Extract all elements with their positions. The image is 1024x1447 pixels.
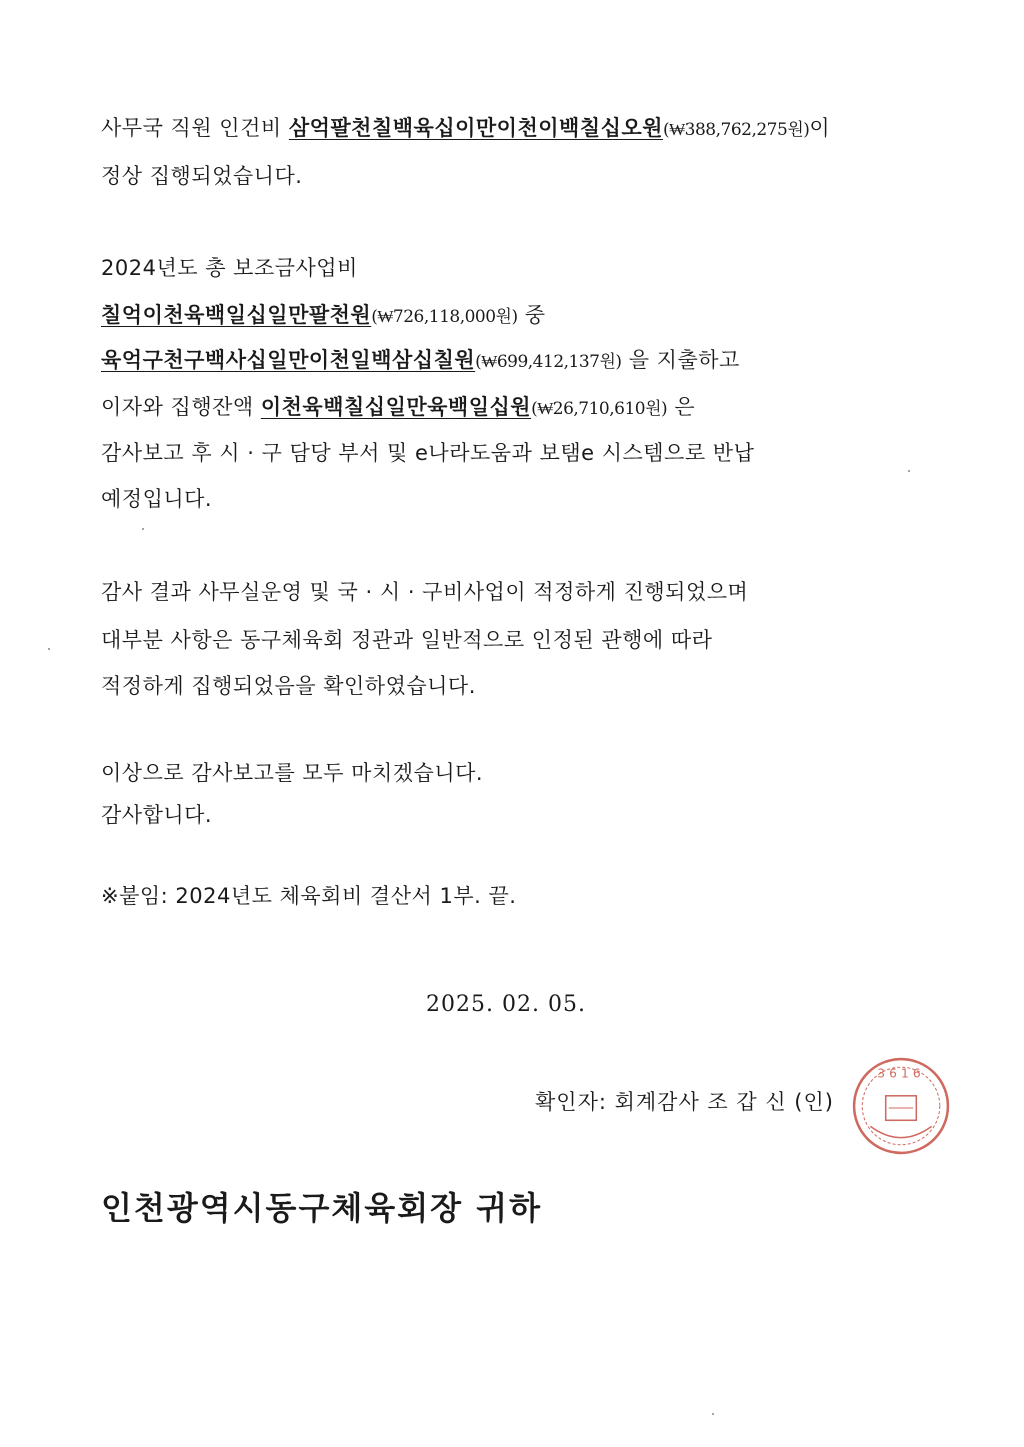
refund-plan-line: 감사보고 후 시 · 구 담당 부서 및 e나라도움과 보탬e 시스템으로 반납 [101, 441, 755, 465]
subsidy-total-heading: 2024년도 총 보조금사업비 [101, 256, 358, 280]
refund-plan-line-2: 예정입니다. [101, 487, 213, 511]
svg-text:3616: 3616 [877, 1066, 925, 1081]
scan-speck [712, 1413, 714, 1415]
expenditure-amount-korean: 육억구천구백사십일만이천일백삼십칠원 [101, 348, 476, 372]
expenditure-line: 육억구천구백사십일만이천일백삼십칠원(₩699,412,137원) 을 지출하고 [101, 348, 740, 372]
staff-salary-line-2: 정상 집행되었습니다. [101, 164, 303, 188]
thanks-line: 감사합니다. [101, 803, 213, 827]
remaining-balance-amount-number: (₩26,710,610원) [531, 399, 668, 419]
subsidy-total-amount-korean: 칠억이천육백일십일만팔천원 [101, 303, 372, 327]
closing-line: 이상으로 감사보고를 모두 마치겠습니다. [101, 761, 484, 785]
remaining-balance-line: 이자와 집행잔액 이천육백칠십일만육백일십원(₩26,710,610원) 은 [101, 395, 696, 419]
subsidy-total-line: 칠억이천육백일십일만팔천원(₩726,118,000원) 중 [101, 303, 546, 327]
scan-speck [142, 528, 144, 530]
staff-salary-amount-korean: 삼억팔천칠백육십이만이천이백칠십오원 [288, 116, 663, 140]
attachment-note: ※붙임: 2024년도 체육회비 결산서 1부. 끝. [101, 884, 517, 908]
audit-result-line-3: 적정하게 집행되었음을 확인하였습니다. [101, 674, 476, 698]
audit-result-line-2: 대부분 사항은 동구체육회 정관과 일반적으로 인정된 관행에 따라 [101, 628, 713, 652]
scan-speck [48, 648, 50, 650]
staff-salary-amount-number: (₩388,762,275원) [662, 120, 810, 140]
audit-result-line-1: 감사 결과 사무실운영 및 국 · 시 · 구비사업이 적정하게 진행되었으며 [101, 580, 749, 604]
scan-speck [908, 470, 910, 472]
auditor-confirmation: 확인자: 회계감사 조 갑 신 (인) [535, 1090, 834, 1114]
recipient-title: 인천광역시동구체육회장 귀하 [101, 1189, 542, 1227]
document-date: 2025. 02. 05. [426, 992, 586, 1017]
subsidy-total-amount-number: (₩726,118,000원) [371, 307, 518, 327]
staff-salary-line: 사무국 직원 인건비 삼억팔천칠백육십이만이천이백칠십오원(₩388,762,275원)이 [101, 116, 831, 140]
remaining-balance-amount-korean: 이천육백칠십일만육백일십원 [260, 395, 532, 419]
official-seal-icon [850, 1055, 952, 1157]
expenditure-amount-number: (₩699,412,137원) [475, 352, 622, 372]
